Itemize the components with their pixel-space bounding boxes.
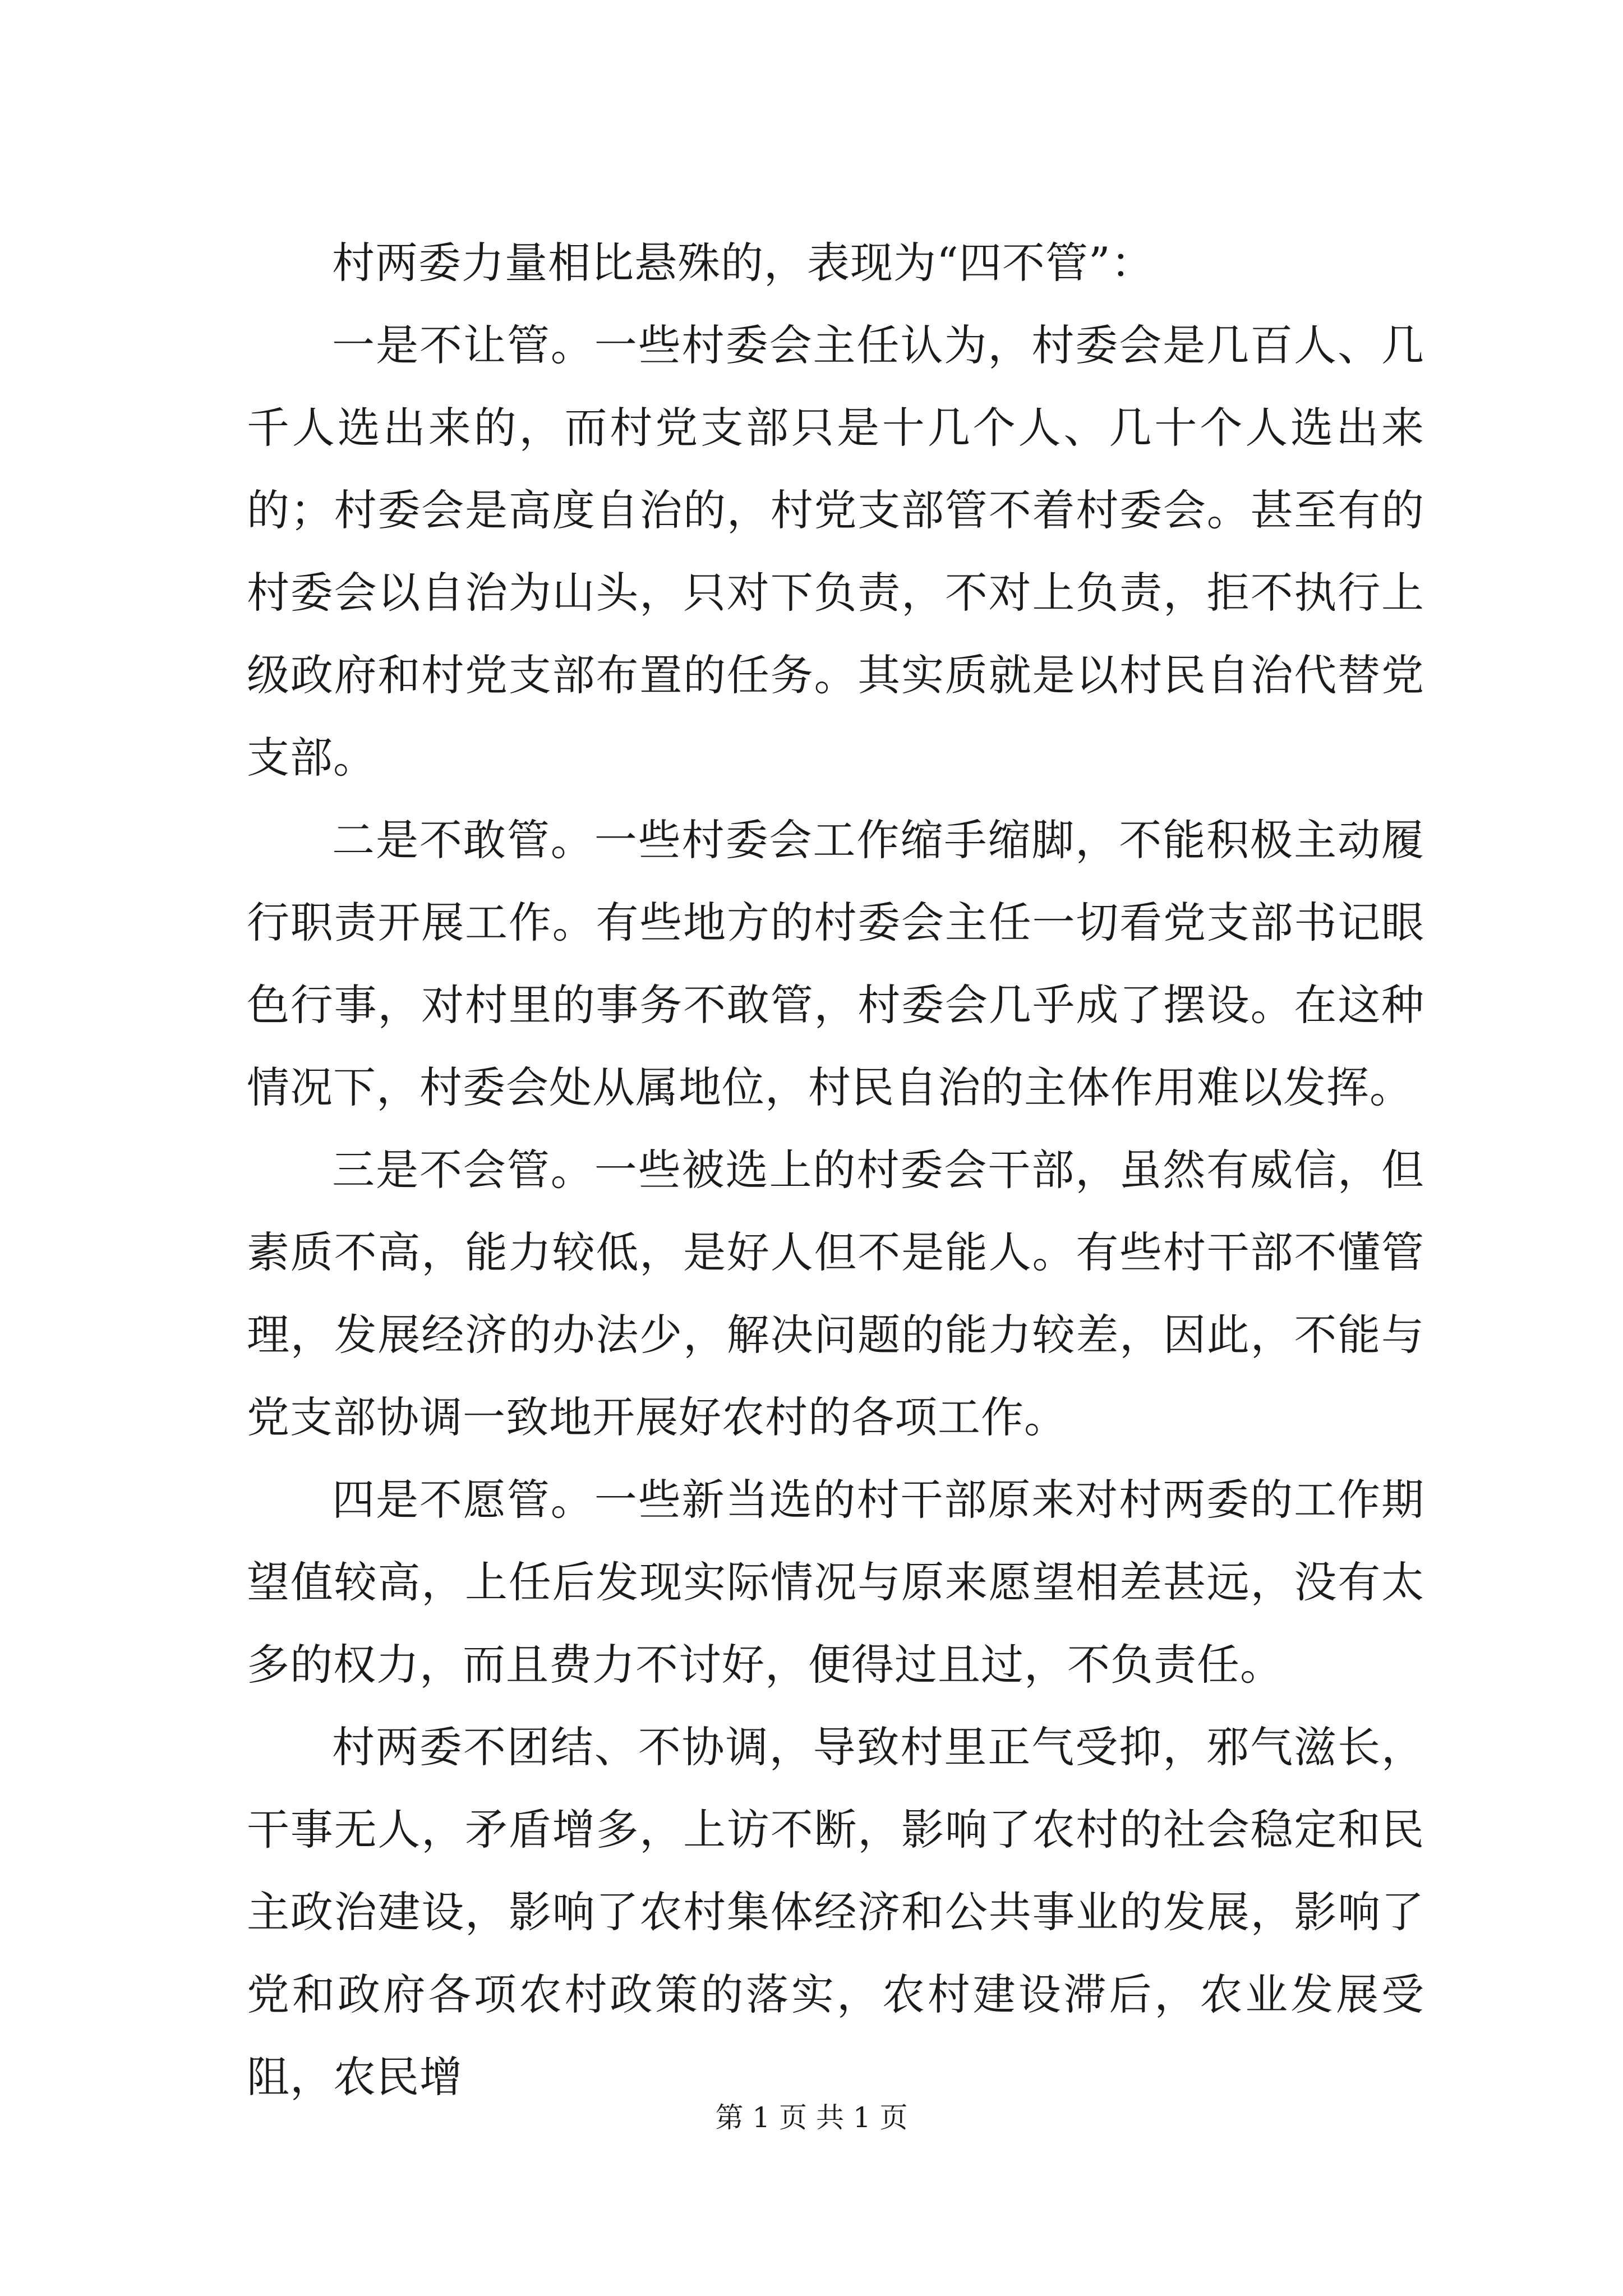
paragraph-point-two: 二是不敢管。一些村委会工作缩手缩脚，不能积极主动履行职责开展工作。有些地方的村委会主任一切看党支部书记眼色行事，对村里的事务不敢管，村委会几乎成了摆设。在这种情况下，村委会处从属地位，村民自治的主体作用难以发挥。 bbox=[247, 815, 1424, 1112]
document-body bbox=[247, 222, 1424, 2118]
page-number-footer: 第 1 页 共 1 页 bbox=[715, 2101, 908, 2134]
paragraph-point-three: 三是不会管。一些被选上的村委会干部，虽然有威信，但素质不高，能力较低，是好人但不是能人。有些村干部不懂管理，发展经济的办法少，解决问题的能力较差，因此，不能与党支部协调一致地开展好农村的各项工作。 bbox=[247, 1145, 1424, 1442]
paragraph-point-one: 一是不让管。一些村委会主任认为，村委会是几百人、几千人选出来的，而村党支部只是十几个人、几十个人选出来的；村委会是高度自治的，村党支部管不着村委会。甚至有的村委会以自治为山头，只对下负责，不对上负责，拒不执行上级政府和村党支部布置的任务。其实质就是以村民自治代替党支部。 bbox=[247, 320, 1424, 783]
paragraph-intro: 村两委力量相比悬殊的，表现为“四不管”： bbox=[332, 238, 1154, 288]
paragraph-point-four: 四是不愿管。一些新当选的村干部原来对村两委的工作期望值较高，上任后发现实际情况与原来愿望相差甚远，没有太多的权力，而且费力不讨好，便得过且过，不负责任。 bbox=[247, 1475, 1424, 1690]
paragraph-conclusion: 村两委不团结、不协调，导致村里正气受抑，邪气滋长，干事无人，矛盾增多，上访不断，影响了农村的社会稳定和民主政治建设，影响了农村集体经济和公共事业的发展，影响了党和政府各项农村政策的落实，农村建设滞后，农业发展受阻，农民增 bbox=[247, 1722, 1424, 2102]
